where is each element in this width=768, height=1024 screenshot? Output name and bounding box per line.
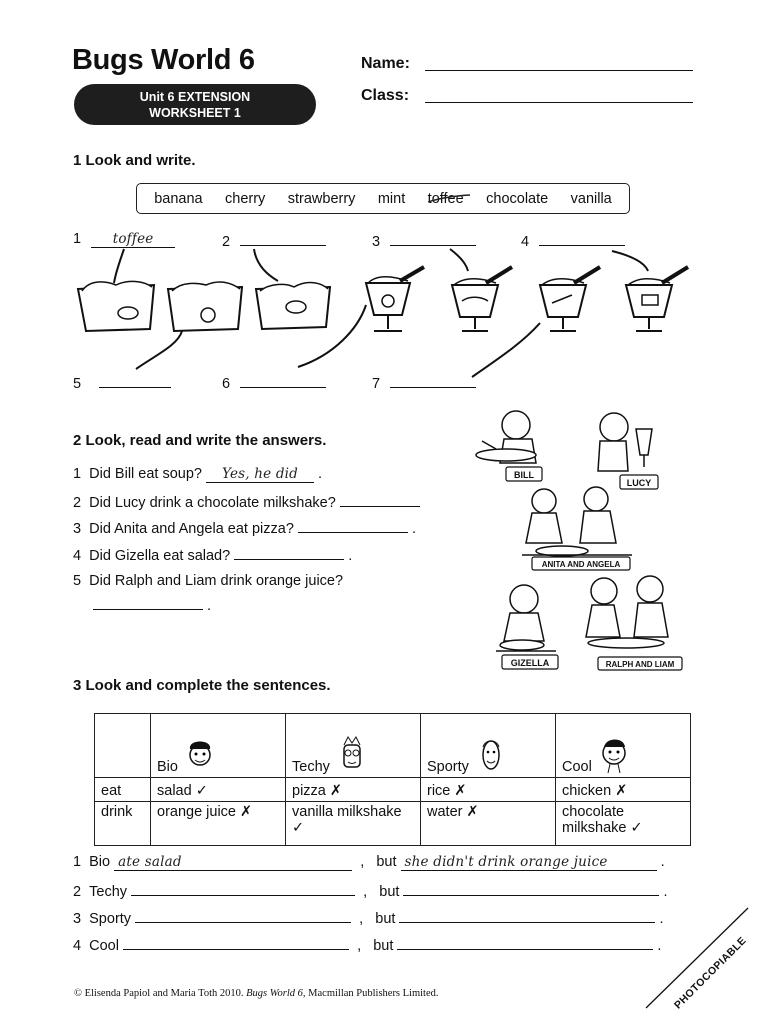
item-7: 7 bbox=[372, 373, 476, 392]
cross-out-mark bbox=[426, 190, 474, 210]
sentence-2-part1-field[interactable] bbox=[131, 882, 355, 896]
copyright-notice: © Elisenda Papiol and Maria Toth 2010. Bugs World 6, Macmillan Publishers Limited. bbox=[74, 988, 439, 999]
bio-face-icon bbox=[184, 735, 216, 775]
row-label-eat: eat bbox=[95, 778, 151, 802]
row-label-drink: drink bbox=[95, 802, 151, 846]
item-6: 6 bbox=[222, 373, 326, 392]
desserts-illustration bbox=[72, 245, 712, 385]
name-field[interactable] bbox=[425, 70, 693, 71]
section1-title: 1 Look and write. bbox=[73, 152, 196, 169]
sentence-3: 3 Sporty , but . bbox=[73, 911, 664, 927]
techy-face-icon bbox=[336, 735, 368, 775]
sentence-3-part1-field[interactable] bbox=[135, 909, 351, 923]
header-sporty: Sporty bbox=[421, 714, 556, 778]
item-5: 5 bbox=[73, 373, 171, 392]
word-toffee-crossed: toffee bbox=[428, 191, 464, 207]
worksheet-title: Bugs World 6 bbox=[72, 44, 255, 76]
sentence-4-part2-field[interactable] bbox=[397, 936, 653, 950]
answer-7-field[interactable] bbox=[390, 373, 476, 388]
class-field[interactable] bbox=[425, 102, 693, 103]
cell-techy-drink: vanilla milkshake ✓ bbox=[286, 802, 421, 846]
cell-sporty-eat: rice ✗ bbox=[421, 778, 556, 802]
question-3: 3 Did Anita and Angela eat pizza? . bbox=[73, 521, 416, 537]
answer-3-field[interactable] bbox=[390, 231, 476, 246]
worksheet-label: WORKSHEET 1 bbox=[149, 105, 241, 120]
question-4-answer-field[interactable] bbox=[234, 546, 344, 560]
table-row bbox=[95, 778, 691, 802]
word-strawberry: strawberry bbox=[287, 190, 356, 207]
sentence-2: 2 Techy , but . bbox=[73, 884, 668, 900]
header-cool: Cool bbox=[556, 714, 691, 778]
class-label: Class: bbox=[361, 87, 410, 104]
food-drink-table bbox=[94, 713, 691, 846]
item-1: 1 toffee bbox=[73, 231, 175, 248]
table-row bbox=[95, 802, 691, 846]
cell-cool-eat: chicken ✗ bbox=[556, 778, 691, 802]
cell-bio-drink: orange juice ✗ bbox=[151, 802, 286, 846]
sentence-4-part1-field[interactable] bbox=[123, 936, 349, 950]
cell-cool-drink: chocolate milkshake ✓ bbox=[556, 802, 691, 846]
sentence-2-part2-field[interactable] bbox=[403, 882, 659, 896]
word-box bbox=[136, 183, 630, 214]
answer-2-field[interactable] bbox=[240, 231, 326, 246]
photocopiable-corner-line bbox=[640, 900, 768, 1024]
header-techy: Techy bbox=[286, 714, 421, 778]
table-header-row bbox=[95, 714, 691, 778]
question-1: 1 Did Bill eat soup? Yes, he did . bbox=[73, 466, 323, 482]
section3-title: 3 Look and complete the sentences. bbox=[73, 677, 331, 694]
question-3-answer-field[interactable] bbox=[298, 519, 408, 533]
question-5-answer-line: . bbox=[93, 596, 211, 614]
name-label: Name: bbox=[361, 55, 410, 72]
unit-label: Unit 6 EXTENSION bbox=[139, 89, 251, 104]
label-bill: BILL bbox=[514, 470, 534, 480]
sentence-1-part1-field[interactable]: ate salad bbox=[114, 854, 352, 871]
cool-face-icon bbox=[598, 735, 630, 775]
item-4: 4 bbox=[521, 231, 625, 250]
word-mint: mint bbox=[377, 190, 406, 207]
question-2: 2 Did Lucy drink a chocolate milkshake? bbox=[73, 493, 420, 511]
item-3: 3 bbox=[372, 231, 476, 250]
question-2-answer-field[interactable] bbox=[340, 493, 420, 507]
label-anita-angela: ANITA AND ANGELA bbox=[541, 560, 621, 569]
question-1-answer-field[interactable]: Yes, he did bbox=[206, 466, 314, 483]
label-lucy: LUCY bbox=[626, 478, 652, 488]
sporty-face-icon bbox=[475, 735, 507, 775]
word-chocolate: chocolate bbox=[486, 190, 549, 207]
question-5-answer-field[interactable] bbox=[93, 596, 203, 610]
cell-sporty-drink: water ✗ bbox=[421, 802, 556, 846]
unit-badge bbox=[74, 84, 316, 125]
word-vanilla: vanilla bbox=[570, 190, 612, 207]
section2-title: 2 Look, read and write the answers. bbox=[73, 432, 327, 449]
sentence-3-part2-field[interactable] bbox=[399, 909, 655, 923]
answer-6-field[interactable] bbox=[240, 373, 326, 388]
cell-techy-eat: pizza ✗ bbox=[286, 778, 421, 802]
label-gizella: GIZELLA bbox=[510, 658, 550, 668]
label-ralph-liam: RALPH AND LIAM bbox=[605, 660, 675, 669]
answer-4-field[interactable] bbox=[539, 231, 625, 246]
sentence-1-part2-field[interactable]: she didn't drink orange juice bbox=[401, 854, 657, 871]
photocopiable-label: PHOTOCOPIABLE bbox=[672, 934, 749, 1012]
word-banana: banana bbox=[154, 190, 203, 207]
sentence-4: 4 Cool , but . bbox=[73, 938, 662, 954]
cell-bio-eat: salad ✓ bbox=[151, 778, 286, 802]
answer-1-field[interactable]: toffee bbox=[91, 231, 175, 248]
word-cherry: cherry bbox=[225, 190, 266, 207]
answer-5-field[interactable] bbox=[99, 373, 171, 388]
table-corner-cell bbox=[95, 714, 151, 778]
header-bio: Bio bbox=[151, 714, 286, 778]
question-4: 4 Did Gizella eat salad? . bbox=[73, 548, 353, 564]
children-eating-illustration bbox=[456, 405, 706, 675]
item-2: 2 bbox=[222, 231, 326, 250]
question-5: 5 Did Ralph and Liam drink orange juice? bbox=[73, 573, 344, 589]
sentence-1: 1 Bio ate salad , but she didn't drink orange juice . bbox=[73, 854, 665, 870]
